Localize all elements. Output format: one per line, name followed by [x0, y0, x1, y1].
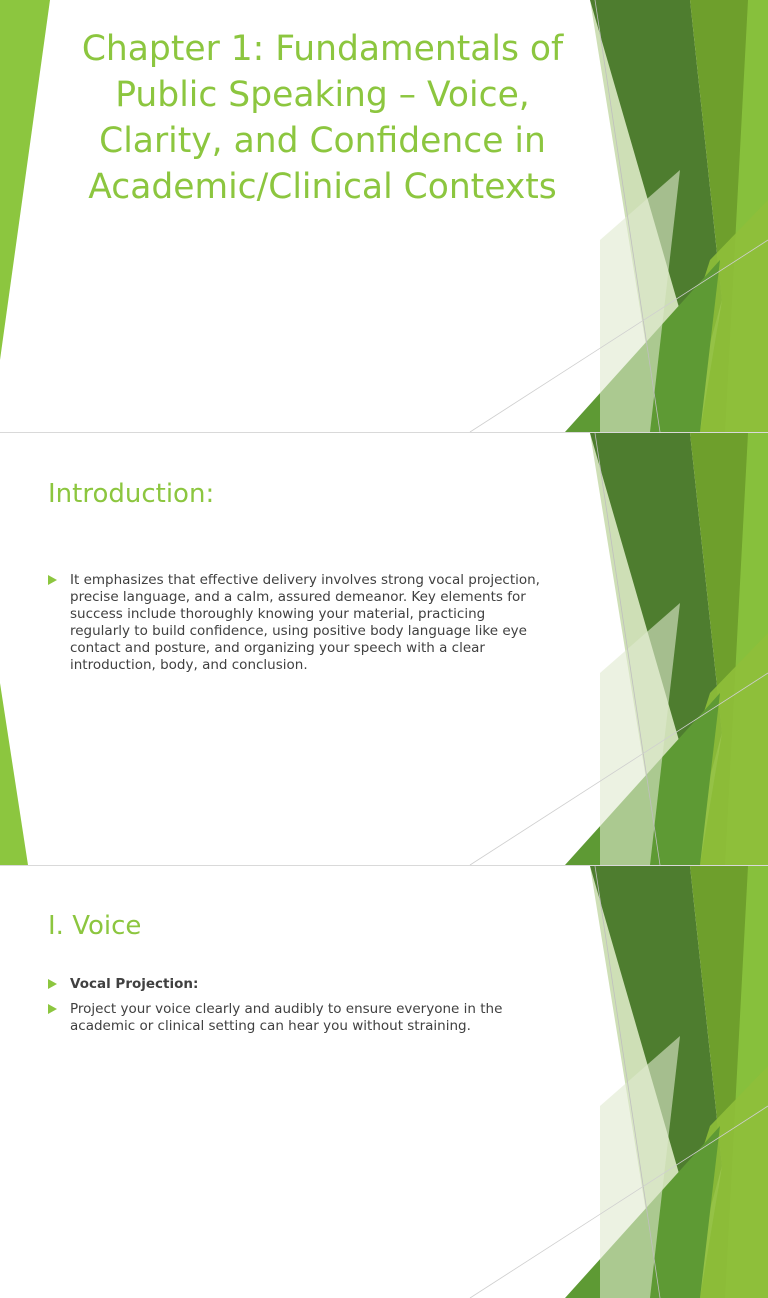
slide-title: Chapter 1: Fundamentals of Public Speaking – Voice, Clarity, and Confidence in Academic/Clinical Contexts — [81, 29, 564, 207]
bullet-text: Project your voice clearly and audibly to ensure everyone in the academic or clinical setting can hear you without straining. — [70, 1001, 503, 1034]
slide-heading: Introduction: — [48, 479, 215, 509]
bullet-arrow-icon — [48, 979, 57, 989]
bullet-arrow-icon — [48, 575, 57, 585]
bullet-item — [48, 572, 548, 674]
bullet-list — [48, 976, 548, 1043]
left-green-stripe — [0, 683, 28, 865]
bullet-text: Vocal Projection: — [70, 976, 199, 992]
slide-2 — [0, 433, 768, 865]
right-green-shapes — [470, 866, 768, 1298]
left-green-stripe — [0, 0, 50, 360]
bullet-list — [48, 572, 548, 682]
bullet-text: It emphasizes that effective delivery involves strong vocal projection, precise language, and a calm, assured demeanor. Key elements for success include thoroughly knowing your material, practicing regularly to build confidence, using positive body language like eye contact and posture, and organizing your speech with a clear introduction, body, and conclusion. — [70, 572, 540, 673]
bullet-item — [48, 976, 548, 993]
slide-1 — [0, 0, 768, 432]
slide-heading: I. Voice — [48, 911, 142, 941]
slide-3 — [0, 866, 768, 1034]
bullet-item — [48, 1001, 548, 1035]
bullet-arrow-icon — [48, 1004, 57, 1014]
